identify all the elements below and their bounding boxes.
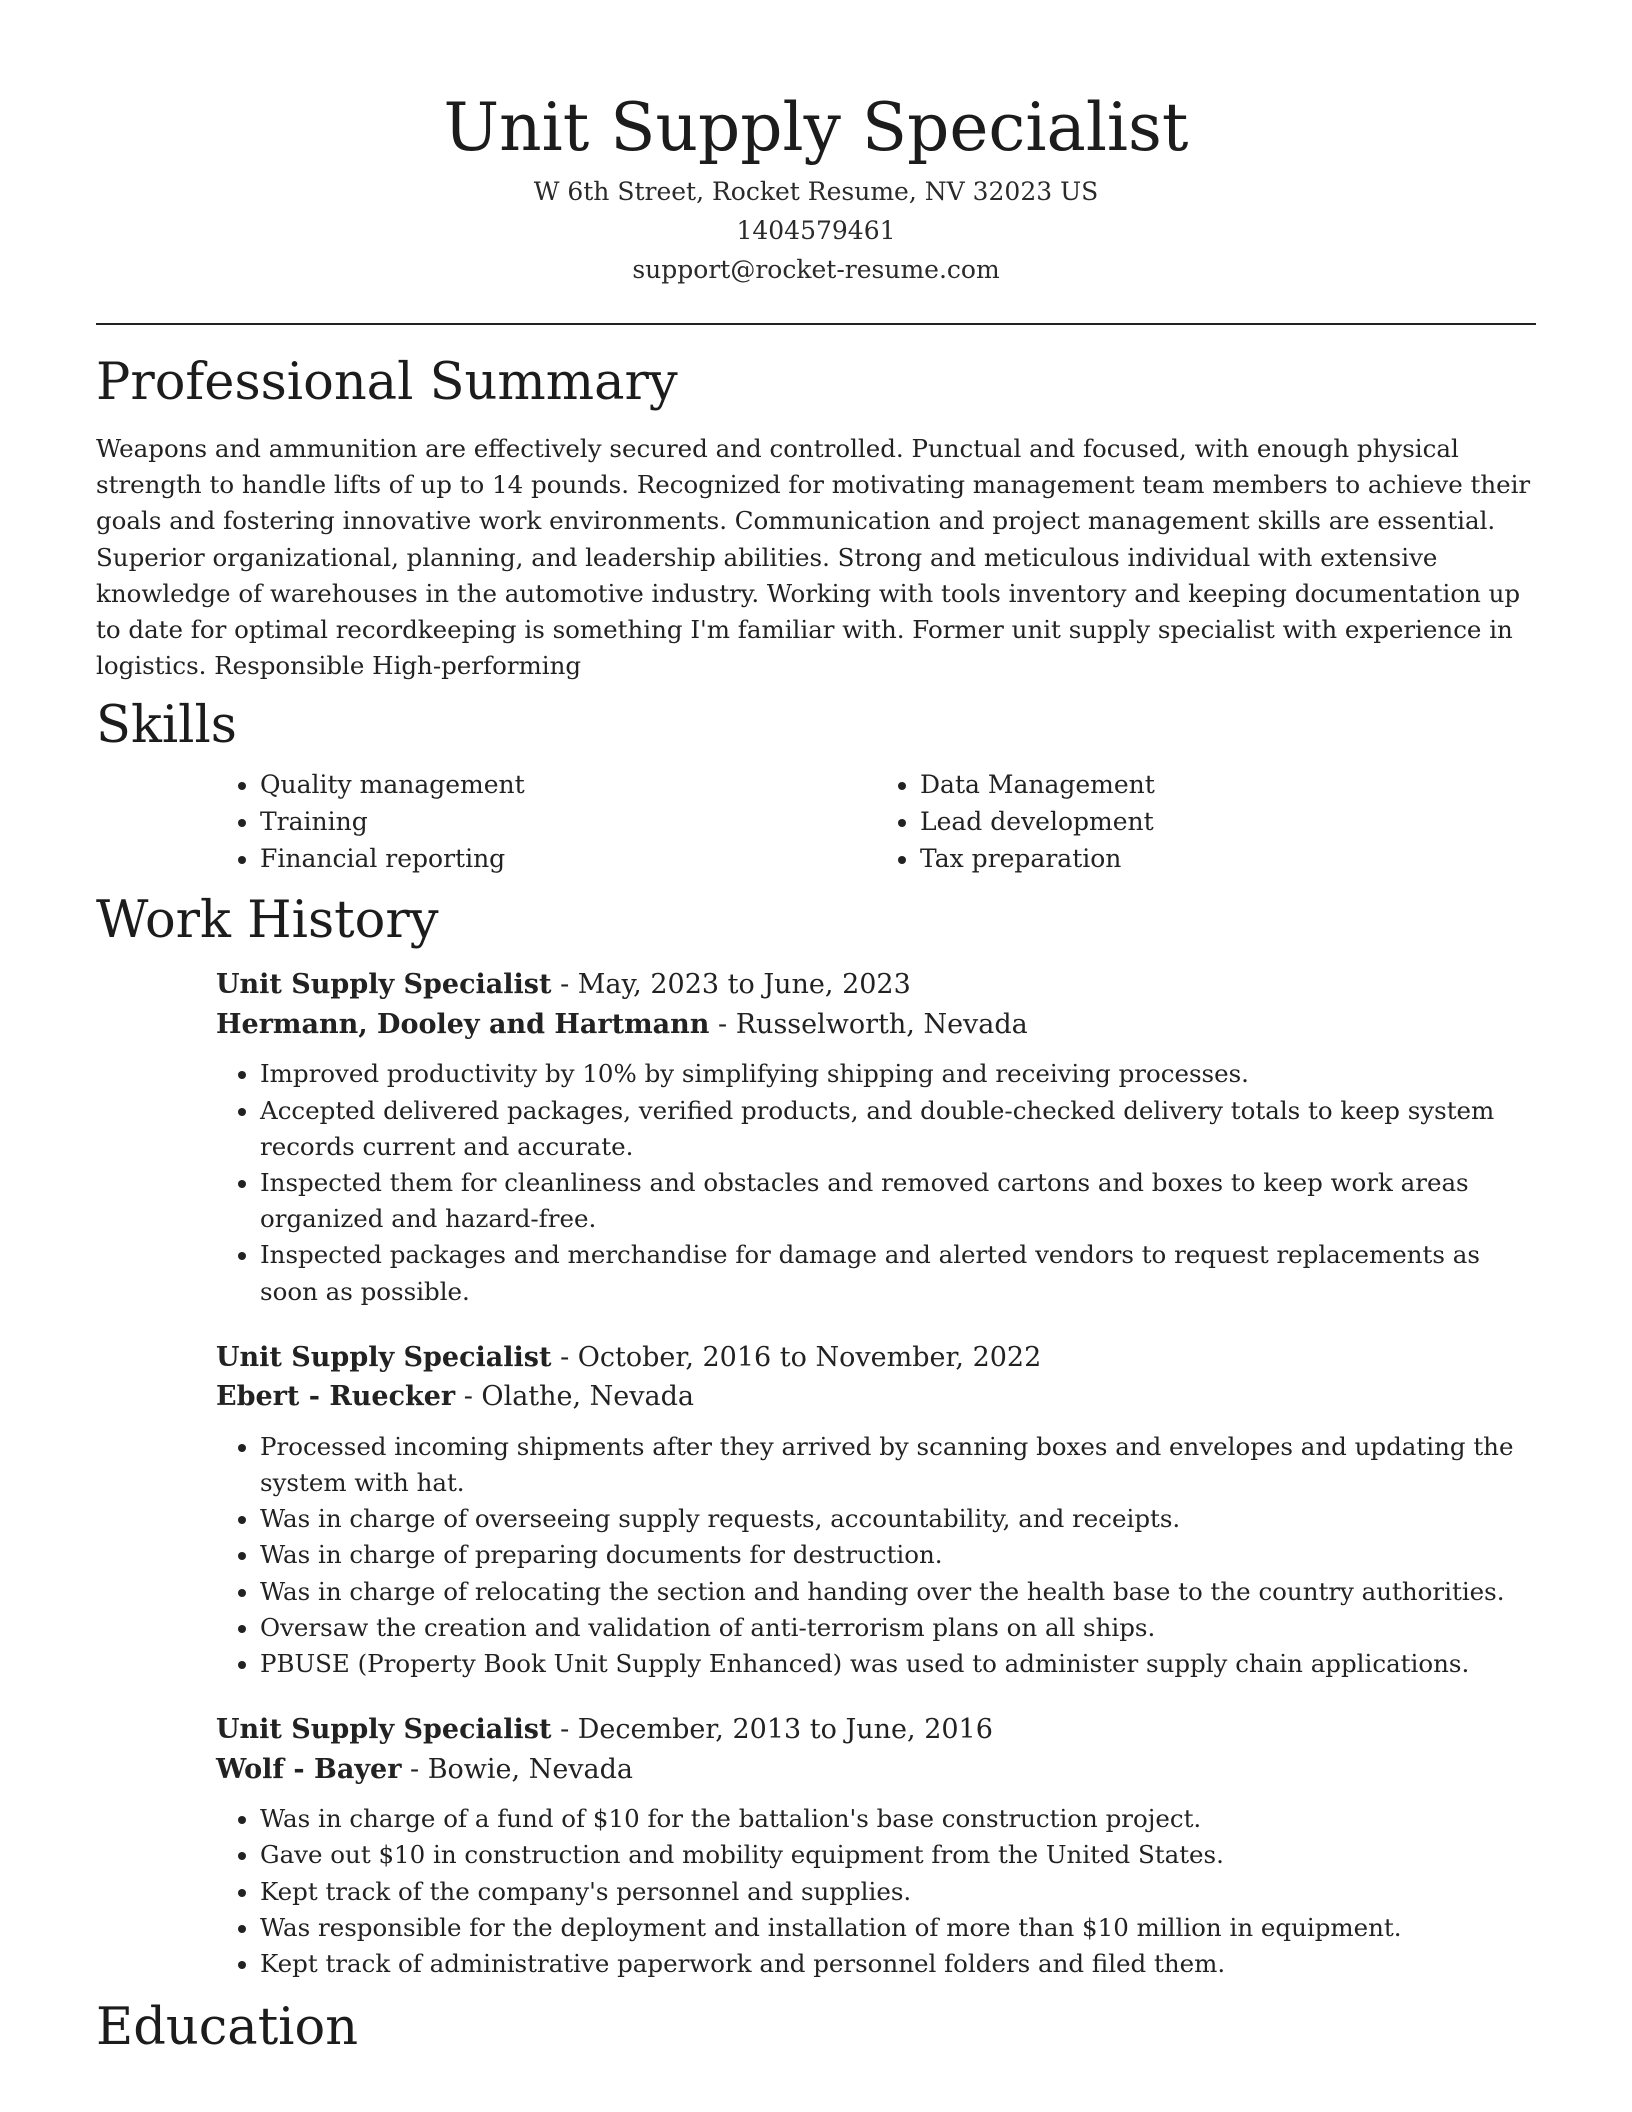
job-duty: • Inspected packages and merchandise for damage and alerted vendors to request replacements as soon as possible. [260,1237,1536,1309]
job-location: - Russelworth, Nevada [709,1008,1028,1040]
contact-phone: 1404579461 [736,216,896,245]
resume-page [96,0,1536,2060]
summary-text: Weapons and ammunition are effectively secured and controlled. Punctual and focused, with enough physical strength to handle lifts of up to 14 pounds. Recognized for motivating management team members to achieve their goals and fostering innovative work environments. Communication and project management skills are essential. Superior organizational, planning, and leadership abilities. Strong and meticulous individual with extensive knowledge of warehouses in the automotive industry. Working with tools inventory and keeping documentation up to date for optimal recordkeeping is something I'm familiar with. Former unit supply specialist with experience in logistics. Responsible High-performing [96,434,1531,681]
work-history-section [96,889,1536,1982]
job-duty: • Accepted delivered packages, verified products, and double-checked delivery totals to keep system records current and accurate. [260,1093,1536,1165]
job-duty: • Was in charge of a fund of $10 for the battalion's base construction project. [260,1801,1536,1837]
job-duty: • Improved productivity by 10% by simplifying shipping and receiving processes. [260,1056,1536,1092]
job-entry [216,965,1536,1309]
job-duty: • Oversaw the creation and validation of anti-terrorism plans on all ships. [260,1610,1536,1646]
header-divider [96,323,1536,325]
job-company: Ebert - Ruecker [216,1381,456,1413]
job-title-line [216,1710,1536,1750]
job-duty: • Kept track of administrative paperwork and personnel folders and filed them. [260,1946,1536,1982]
job-duty: • Inspected them for cleanliness and obstacles and removed cartons and boxes to keep work areas organized and hazard-free. [260,1165,1536,1237]
skills-column-right [876,766,1536,877]
job-company: Hermann, Dooley and Hartmann [216,1008,710,1040]
education-section [96,1996,1536,2060]
job-duty: • Was in charge of preparing documents for destruction. [260,1537,1536,1573]
work-history-heading: Work History [96,891,439,951]
skill-item: • Financial reporting [260,840,876,877]
job-duties [216,1056,1536,1309]
summary-heading: Professional Summary [96,353,678,412]
job-dates: - December, 2013 to June, 2016 [551,1714,993,1746]
job-entry [216,1710,1536,1982]
job-duty: • Gave out $10 in construction and mobility equipment from the United States. [260,1837,1536,1873]
skill-item: • Quality management [260,766,876,803]
skill-item: • Lead development [920,803,1536,840]
job-title-line [216,965,1536,1005]
skill-item: • Data Management [920,766,1536,803]
job-duty: • Was responsible for the deployment and installation of more than $10 million in equipment. [260,1910,1536,1946]
job-duty: • Processed incoming shipments after they arrived by scanning boxes and envelopes and updating the system with hat. [260,1429,1536,1501]
job-entry [216,1338,1536,1682]
job-duties [216,1429,1536,1682]
job-duty: • PBUSE (Property Book Unit Supply Enhanced) was used to administer supply chain applications. [260,1646,1536,1682]
job-duty: • Kept track of the company's personnel and supplies. [260,1874,1536,1910]
skill-item: • Training [260,803,876,840]
job-title: Unit Supply Specialist [216,1341,552,1373]
skills-list [216,766,1536,877]
skill-item: • Tax preparation [920,840,1536,877]
job-company-line [216,1377,1536,1417]
contact-address: W 6th Street, Rocket Resume, NV 32023 US [533,177,1099,206]
resume-header [96,0,1536,289]
job-company-line [216,1750,1536,1790]
contact-email: support@rocket-resume.com [632,255,1000,284]
job-duty: • Was in charge of overseeing supply requests, accountability, and receipts. [260,1501,1536,1537]
job-location: - Bowie, Nevada [401,1753,634,1785]
skills-section [96,694,1536,877]
job-title-line [216,1338,1536,1378]
applicant-name: Unit Supply Specialist [443,89,1189,166]
job-location: - Olathe, Nevada [455,1381,695,1413]
summary-section [96,351,1536,684]
job-dates: - May, 2023 to June, 2023 [551,969,911,1001]
job-duties [216,1801,1536,1982]
job-title: Unit Supply Specialist [216,969,552,1001]
job-company: Wolf - Bayer [216,1753,402,1785]
job-title: Unit Supply Specialist [216,1714,552,1746]
job-duty: • Was in charge of relocating the section and handing over the health base to the country authorities. [260,1574,1536,1610]
skills-heading: Skills [96,696,237,756]
job-company-line [216,1005,1536,1045]
skills-column-left [216,766,876,877]
job-dates: - October, 2016 to November, 2022 [551,1341,1042,1373]
education-heading: Education [96,1998,359,2058]
